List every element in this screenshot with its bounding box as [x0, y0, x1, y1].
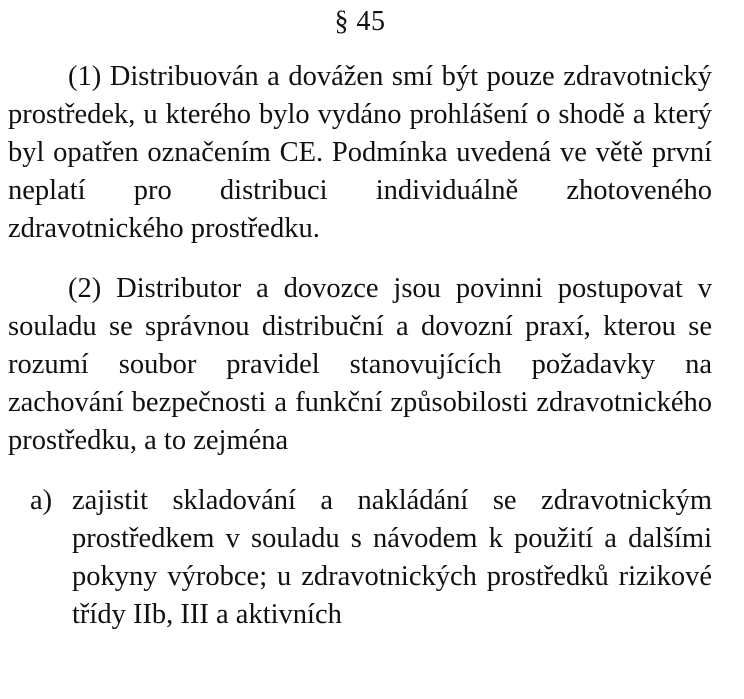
section-heading: § 45 — [334, 6, 386, 37]
list-marker: a) — [30, 485, 53, 516]
list-item-text: zajistit skladování a nakládání se zdravotnickým prostředkem v souladu s návodem k použití a dalšími pokyny výrobce; u zdravotnických prostředků rizikové třídy IIb, III a aktivních — [72, 485, 712, 630]
paragraph-2: (2) Distributor a dovozce jsou povinni postupovat v souladu se správnou distribuční a dovozní praxí, kterou se rozumí soubor pravidel stanovujících požadavky na zachování bezpečnosti a funkční způsobilosti zdravotnického prostředku, a to zejména — [8, 273, 712, 456]
list-item — [8, 482, 712, 634]
document-page — [8, 0, 712, 634]
requirements-list — [8, 482, 712, 634]
paragraph-1: (1) Distribuován a dovážen smí být pouze zdravotnický prostředek, u kterého bylo vydáno prohlášení o shodě a který byl opatřen označením CE. Podmínka uvedená ve větě první neplatí pro distribuci individuálně zhotoveného zdravotnického prostředku. — [8, 61, 712, 244]
